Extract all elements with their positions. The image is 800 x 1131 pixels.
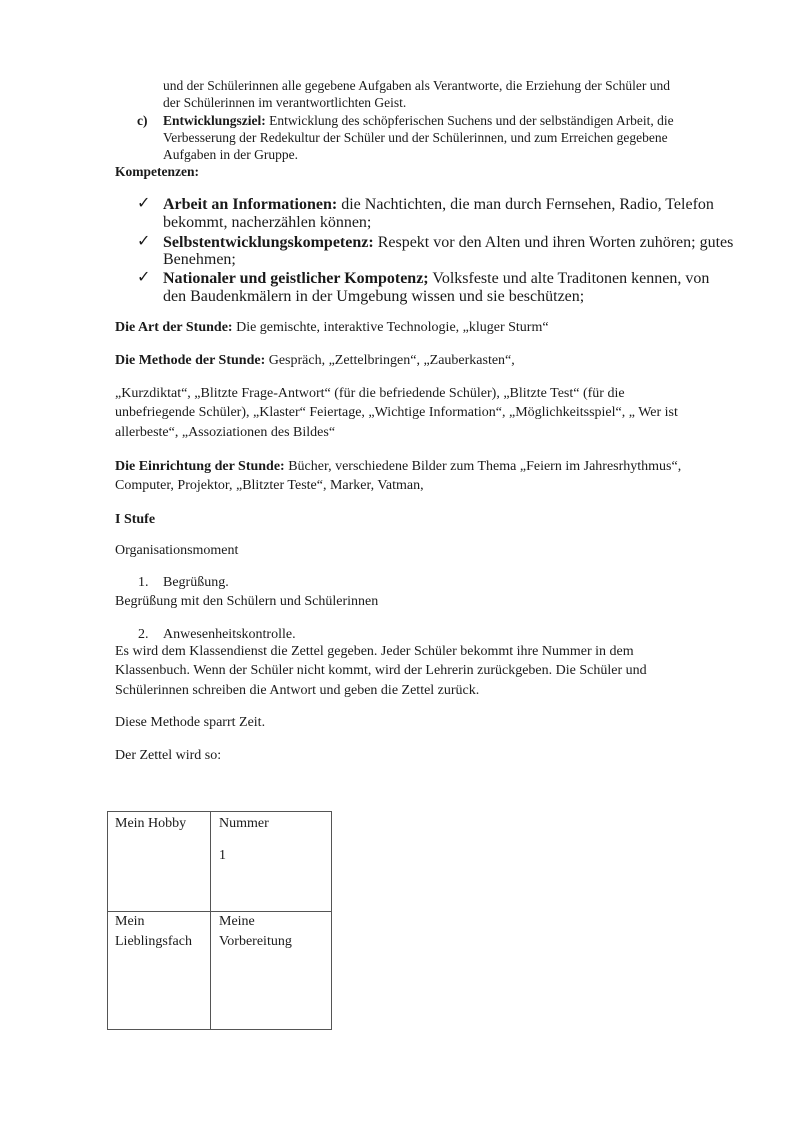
step-2-line-3: Schülerinnen schreiben die Antwort und geben die Zettel zurück.: [115, 683, 480, 698]
entwicklungsziel-label: Entwicklungsziel:: [163, 113, 266, 128]
kompetenz-item-2-line-2: Benehmen;: [163, 251, 236, 268]
table-cell-nummer-value: 1: [219, 848, 226, 863]
table-cell-vorbereitung-line-2: Vorbereitung: [219, 934, 292, 949]
kompetenzen-heading: Kompetenzen:: [115, 164, 199, 179]
zettel-intro: Der Zettel wird so:: [115, 748, 222, 763]
step-1-title: Begrüßung.: [163, 575, 229, 590]
methode-line-2: „Kurzdiktat“, „Blitzte Frage-Antwort“ (für die befriedende Schüler), „Blitzte Test“ (für die: [115, 386, 625, 401]
list-marker-c: c): [137, 113, 148, 128]
organisationsmoment: Organisationsmoment: [115, 543, 239, 558]
einrichtung-der-stunde: Die Einrichtung der Stunde: Bücher, verschiedene Bilder zum Thema „Feiern im Jahresrhythmus“,: [115, 459, 682, 474]
methode-line-4: allerbeste“, „Assoziationen des Bildes“: [115, 425, 336, 440]
step-2-title: Anwesenheitskontrolle.: [163, 627, 296, 642]
methode-der-stunde: Die Methode der Stunde: Gespräch, „Zettelbringen“, „Zauberkasten“,: [115, 353, 515, 368]
art-der-stunde: Die Art der Stunde: Die gemischte, interaktive Technologie, „kluger Sturm“: [115, 320, 549, 335]
checkmark-icon: ✓: [137, 269, 151, 286]
table-cell-nummer: Nummer: [219, 816, 269, 831]
entwicklungsziel-line-1: Entwicklungsziel: Entwicklung des schöpferischen Suchens und der selbständigen Arbeit, die: [163, 113, 674, 128]
kompetenz-item-1-line-2: bekommt, nacherzählen können;: [163, 214, 372, 231]
einrichtung-line-2: Computer, Projektor, „Blitzter Teste“, Marker, Vatman,: [115, 478, 424, 493]
methode-note: Diese Methode sparrt Zeit.: [115, 715, 266, 730]
step-2-line-1: Es wird dem Klassendienst die Zettel gegeben. Jeder Schüler bekommt ihre Nummer in dem: [115, 644, 634, 659]
kompetenz-item-1: Arbeit an Informationen: die Nachtichten, die man durch Fernsehen, Radio, Telefon: [163, 196, 714, 213]
entwicklungsziel-line-2: Verbesserung der Redekultur der Schüler und der Schülerinnen, und zum Erreichen gegebene: [163, 130, 668, 145]
kompetenz-item-3: Nationaler und geistlicher Kompotenz; Volksfeste und alte Traditonen kennen, von: [163, 270, 710, 287]
entwicklungsziel-line-3: Aufgaben in der Gruppe.: [163, 147, 298, 162]
table-cell-hobby: Mein Hobby: [115, 816, 187, 831]
checkmark-icon: ✓: [137, 233, 151, 250]
table-cell-vorbereitung-line-1: Meine: [219, 914, 255, 929]
table-cell-lieblingsfach-line-1: Mein: [115, 914, 145, 929]
stufe-heading: I Stufe: [115, 512, 156, 527]
table-column-divider: [210, 812, 211, 1029]
step-1-text: Begrüßung mit den Schülern und Schülerinnen: [115, 594, 379, 609]
kompetenz-item-2: Selbstentwicklungskompetenz: Respekt vor den Alten und ihren Worten zuhören; gutes: [163, 234, 734, 251]
step-1-number: 1.: [138, 575, 149, 590]
step-2-line-2: Klassenbuch. Wenn der Schüler nicht kommt, wird der Lehrerin zurückgeben. Die Schüler und: [115, 663, 647, 678]
kompetenz-item-3-line-2: den Baudenkmälern in der Umgebung wissen und sie beschützen;: [163, 288, 585, 305]
checkmark-icon: ✓: [137, 195, 151, 212]
methode-line-3: unbefriegende Schüler), „Klaster“ Feiertage, „Wichtige Information“, „Möglichkeitsspiel“, „ Wer ist: [115, 405, 678, 420]
zettel-table: [107, 811, 332, 1030]
table-cell-lieblingsfach-line-2: Lieblingsfach: [115, 934, 192, 949]
step-2-number: 2.: [138, 627, 149, 642]
intro-line-2: der Schülerinnen im verantwortlichten Geist.: [163, 95, 407, 110]
intro-line-1: und der Schülerinnen alle gegebene Aufgaben als Verantworte, die Erziehung der Schüler und: [163, 78, 670, 93]
